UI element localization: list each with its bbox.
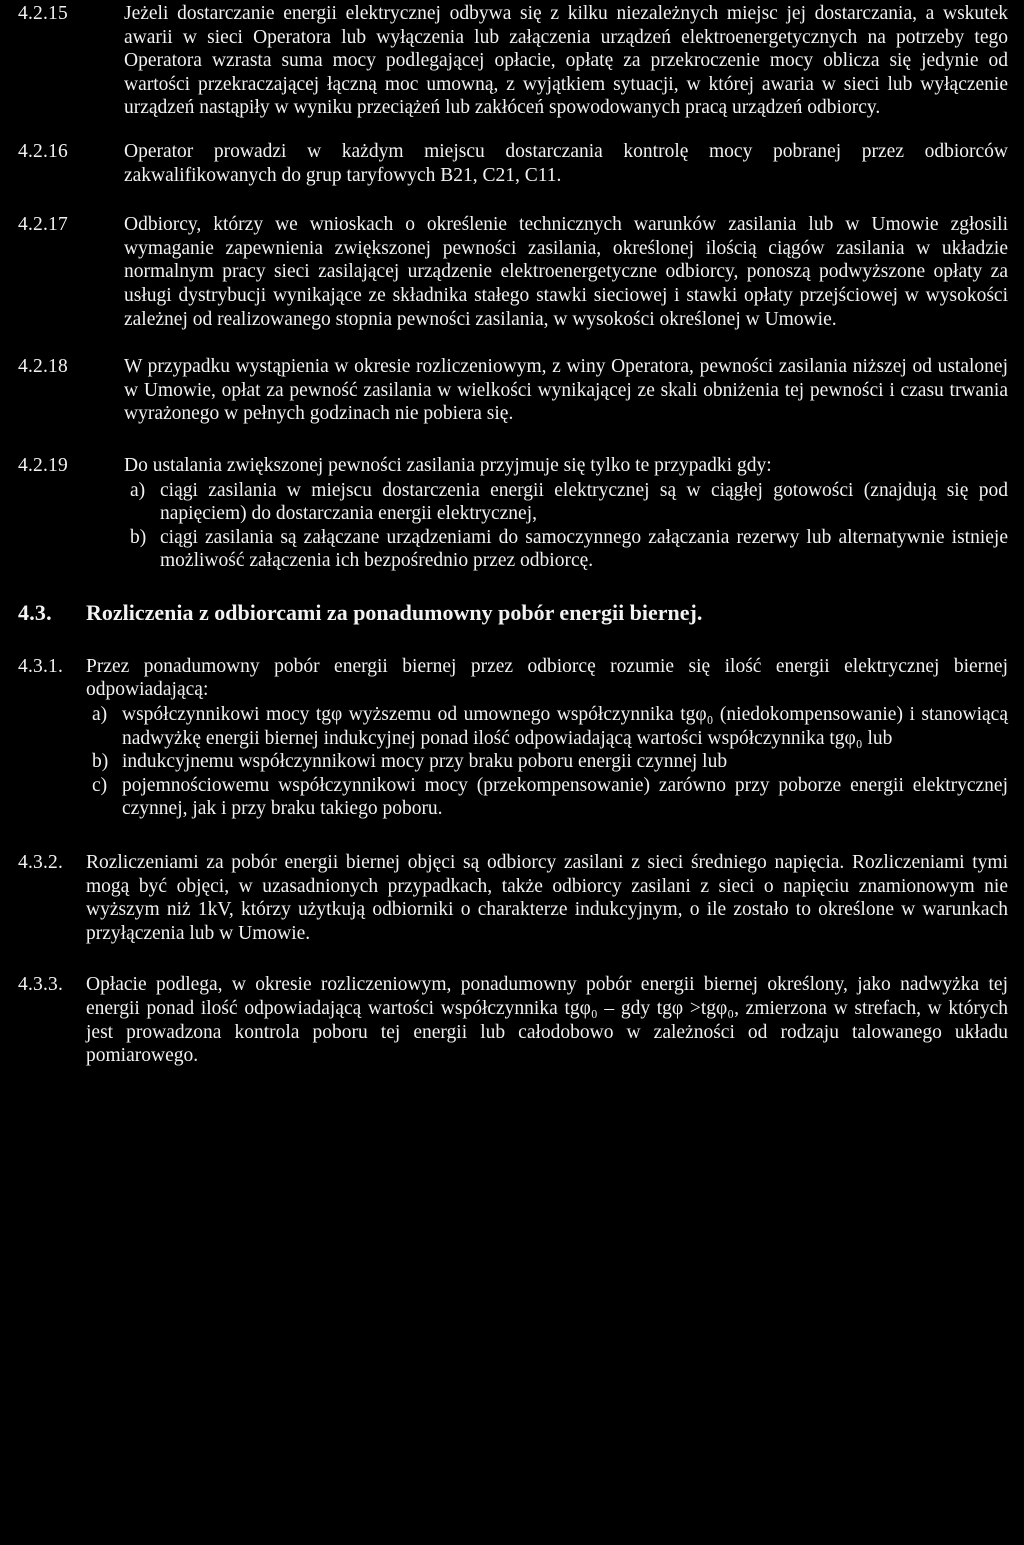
paragraph-number: 4.3.1. [18,655,64,677]
list [124,479,1008,573]
paragraph-number: 4.2.16 [18,140,68,162]
list-item-text: ciągi zasilania w miejscu dostarczenia energii elektrycznej są w ciągłej gotowości (znajdują się pod napięciem) do dostarczania energii elektrycznej, [160,479,1008,525]
paragraph-text: Operator prowadzi w każdym miejscu dostarczania kontrolę mocy pobranej przez odbiorców zakwalifikowanych do grup taryfowych B21, C21, C11. [124,140,1008,186]
list-marker: b) [92,751,109,773]
section-number: 4.3. [18,599,52,625]
paragraph-text: Opłacie podlega, w okresie rozliczeniowym, ponadumowny pobór energii biernej określony, jako nadwyżka tej energii ponad ilość odpowiadającą wartości współczynnika tgφ₀ – gdy tgφ >tgφ₀, zmierzona w strefach, w których jest prowadzona kontrola poboru tej energii lub całodobowo w zależności od rodzaju talowanego układu pomiarowego. [86,974,1008,1067]
list-item-text: pojemnościowemu współczynnikowi mocy (przekompensowanie) zarówno przy poborze energii elektrycznej czynnej, jak i przy braku takiego poboru. [122,774,1008,820]
paragraph-text: Rozliczeniami za pobór energii biernej objęci są odbiorcy zasilani z sieci średniego napięcia. Rozliczeniami tymi mogą być objęci, w uzasadnionych przypadkach, także odbiorcy zasilani z sieci o napięciu znamionowym nie wyższym niż 1kV, którzy użytkują odbiorniki o charakterze indukcyjnym, o ile zostało to określone w warunkach przyłączenia lub w Umowie. [86,852,1008,944]
paragraph-number: 4.2.17 [18,214,68,236]
paragraph-number: 4.3.3. [18,974,64,996]
list-item-text: indukcyjnemu współczynnikowi mocy przy braku poboru energii czynnej lub [122,751,728,773]
list-marker: a) [130,479,146,501]
section-title: Rozliczenia z odbiorcami za ponadumowny pobór energii biernej. [86,599,703,625]
paragraph-body [86,655,1008,821]
paragraph-4-3-2 [18,851,1008,945]
paragraph-4-3-3 [18,973,1008,1067]
paragraph-4-2-18 [18,355,1008,426]
paragraph-text: Jeżeli dostarczanie energii elektrycznej odbywa się z kilku niezależnych miejsc jej dostarczania, a wskutek awarii w sieci Operatora lub wyłączenia lub załączenia urządzeń elektroenergetycznych na potrzeby tego Operatora wzrasta suma mocy podlegającej opłacie, opłatę za przekroczenie mocy oblicza się jedynie od wartości przekraczającej łączną moc umowną, z wyjątkiem sytuacji, w której awaria w sieci lub wyłączenie urządzeń nastąpiły w wyniku przeciążeń lub zakłóceń spowodowanych pracą urządzeń odbiorcy. [124,3,1008,119]
paragraph-4-2-16 [18,140,1008,187]
list-marker: c) [92,774,108,796]
list-item [86,774,1008,821]
paragraph-4-3-1 [18,655,1008,821]
paragraph-4-2-17 [18,213,1008,331]
paragraph-lead: Przez ponadumowny pobór energii biernej przez odbiorcę rozumie się ilość energii elektrycznej biernej odpowiadającą: [86,655,1008,701]
paragraph-text: W przypadku wystąpienia w okresie rozliczeniowym, z winy Operatora, pewności zasilania niższej od ustalonej w Umowie, opłat za pewność zasilania w wielkości wynikającej ze skali obniżenia tej pewności i czasu trwania wyrażonego w pełnych godzinach nie pobiera się. [124,356,1008,425]
list [86,703,1008,821]
list-item [86,703,1008,750]
list-marker: b) [130,526,147,548]
list-item [124,479,1008,526]
paragraph-number: 4.2.18 [18,356,68,378]
paragraph-body [124,454,1008,573]
list-item-text: ciągi zasilania są załączane urządzeniami do samoczynnego załączania rezerwy lub alternatywnie istnieje możliwość załączenia ich bezpośrednio przez odbiorcę. [160,526,1008,572]
section-heading-4-3 [18,599,1008,627]
paragraph-number: 4.2.19 [18,454,68,476]
list-marker: a) [92,704,108,726]
paragraph-lead: Do ustalania zwiększonej pewności zasilania przyjmuje się tylko te przypadki gdy: [124,454,772,476]
list-item-text: współczynnikowi mocy tgφ wyższemu od umownego współczynnika tgφ₀ (niedokompensowanie) i stanowiącą nadwyżkę energii biernej indukcyjnej ponad ilość odpowiadającą wartości współczynnika tgφ₀ lub [122,704,1008,749]
paragraph-4-2-19 [18,454,1008,573]
paragraph-number: 4.3.2. [18,852,64,874]
paragraph-4-2-15 [18,2,1008,120]
paragraph-text: Odbiorcy, którzy we wnioskach o określenie technicznych warunków zasilania lub w Umowie zgłosili wymaganie zapewnienia zwiększonej pewności zasilania, określonej ilością ciągów zasilania w układzie normalnym pracy sieci zasilającej urządzenie elektroenergetyczne odbiorcy, ponoszą podwyższone opłaty za usługi dystrybucji wynikające ze składnika stałego stawki sieciowej i stawki opłaty przejściowej w wysokości zależnej od realizowanego stopnia pewności zasilania, w wysokości określonej w Umowie. [124,214,1008,330]
list-item [124,526,1008,573]
paragraph-number: 4.2.15 [18,3,68,24]
list-item [86,750,1008,774]
